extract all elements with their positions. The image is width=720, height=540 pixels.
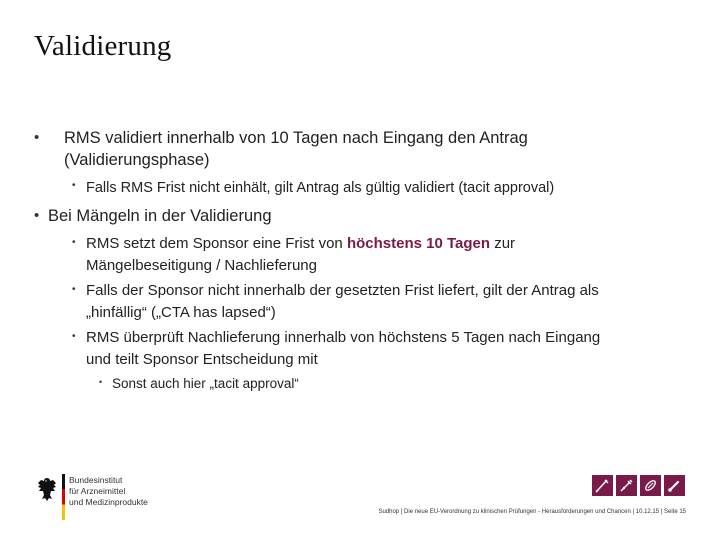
bullet-2-sub-1-line-1 <box>86 233 515 255</box>
logo-line-3: und Medizinprodukte <box>69 497 148 507</box>
capsule-icon <box>640 475 661 496</box>
bullet-marker: • <box>72 237 76 248</box>
logo-line-1: Bundesinstitut <box>69 475 123 485</box>
slide-title: Validierung <box>34 30 172 62</box>
bullet-2-sub-2-line-1: Falls der Sponsor nicht innerhalb der gesetzten Frist liefert, gilt der Antrag als <box>86 282 599 299</box>
bullet-2-sub-1-pre: RMS setzt dem Sponsor eine Frist von <box>86 235 347 252</box>
flag-bar <box>62 474 65 520</box>
bullet-marker: • <box>34 207 40 224</box>
bullet-1-sub-1: Falls RMS Frist nicht einhält, gilt Antrag als gültig validiert (tacit approval) <box>86 180 555 196</box>
syringe-icon <box>616 475 637 496</box>
decorative-icons <box>592 475 692 501</box>
bullet-2-sub-3-line-2: und teilt Sponsor Entscheidung mit <box>86 351 318 368</box>
bullet-1-line-2: (Validierungsphase) <box>64 151 210 169</box>
bullet-2-sub-1-line-2: Mängelbeseitigung / Nachlieferung <box>86 257 317 274</box>
bullet-marker: • <box>34 129 40 146</box>
bfarm-logo <box>36 472 166 522</box>
bullet-1-line-1: RMS validiert innerhalb von 10 Tagen nach Eingang den Antrag <box>64 129 528 147</box>
highlight-text: höchstens 10 Tagen <box>346 235 491 252</box>
bullet-marker: • <box>72 180 76 191</box>
eagle-icon <box>36 476 58 502</box>
footer-text: Sudhop | Die neue EU-Verordnung zu klinischen Prüfungen - Herausforderungen und Chancen | 10.12.15 | Seite 15 <box>378 509 686 515</box>
bullet-2-sub-3-subsub: Sonst auch hier „tacit approval“ <box>112 376 299 391</box>
bullet-2-sub-2-line-2: „hinfällig“ („CTA has lapsed“) <box>86 304 276 321</box>
bullet-marker: • <box>72 331 76 342</box>
bullet-2-sub-3-line-1: RMS überprüft Nachlieferung innerhalb von höchstens 5 Tagen nach Eingang <box>86 329 601 346</box>
bullet-marker: • <box>99 377 103 387</box>
logo-text <box>69 475 148 508</box>
thermometer-icon <box>664 475 685 496</box>
logo-line-2: für Arzneimittel <box>69 486 126 496</box>
bullet-marker: • <box>72 284 76 295</box>
bullet-2-sub-1-post: zur <box>490 235 516 252</box>
bullet-2-text: Bei Mängeln in der Validierung <box>48 207 272 225</box>
pen-icon <box>592 475 613 496</box>
